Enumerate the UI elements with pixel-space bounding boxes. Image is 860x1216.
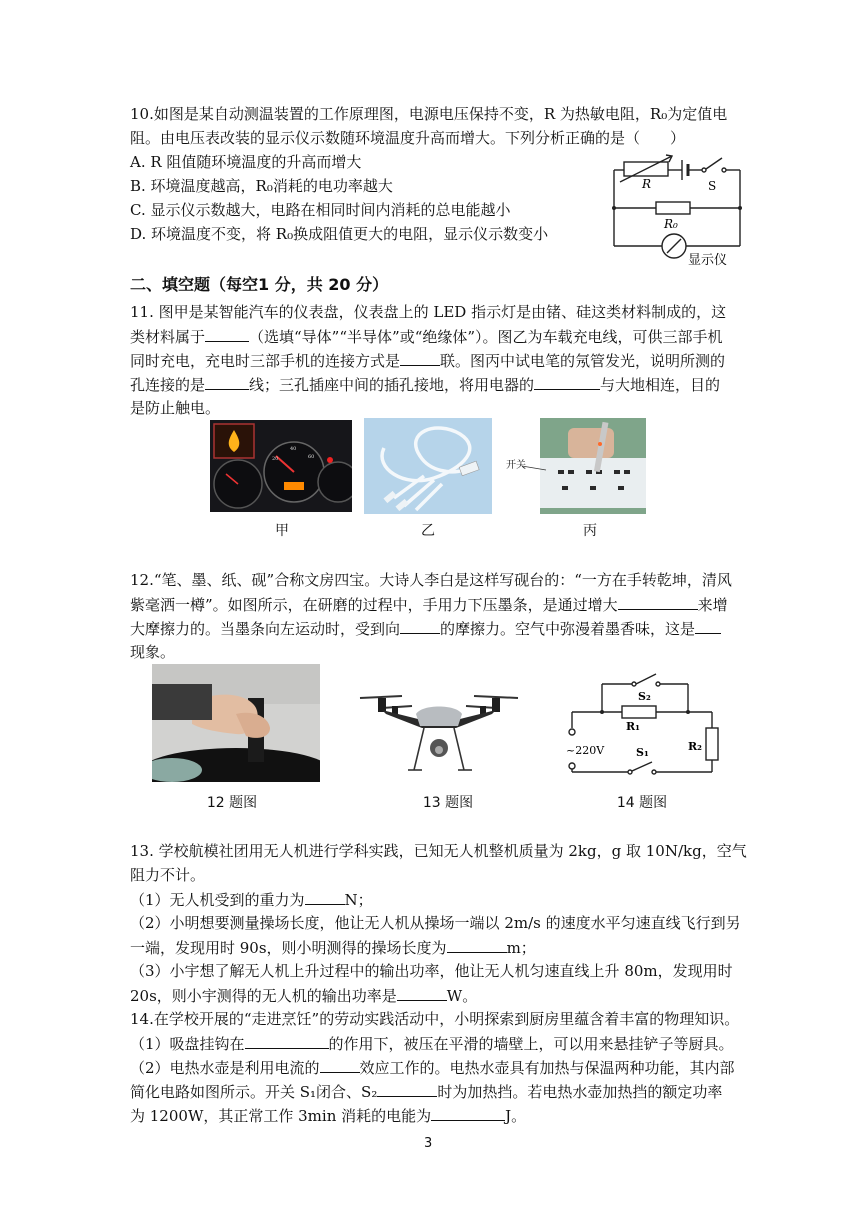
q11-text: 线；三孔插座中间的插孔接地，将用电器的	[249, 376, 535, 394]
svg-text:40: 40	[290, 446, 297, 452]
label-r: R	[642, 177, 652, 191]
q14-part2-line2	[130, 1081, 722, 1102]
q14-line1: 14.在学校开展的“走进烹饪”的劳动实践活动中，小明探索到厨房里蕴含着丰富的物理知识。	[130, 1010, 740, 1028]
q12-line1: 12.“笔、墨、纸、砚”合称文房四宝。大诗人李白是这样写砚台的：“一方在手转乾坤，清风	[130, 571, 732, 589]
q14-text: （1）吸盘挂钩在	[130, 1035, 245, 1053]
q10-option-c: C. 显示仪示数越大，电路在相同时间内消耗的总电能越小	[130, 201, 511, 219]
q11-line3	[130, 350, 725, 371]
q12-blank-2[interactable]	[400, 618, 440, 634]
q12-line2	[130, 594, 728, 615]
label-voltage: ~220V	[566, 744, 605, 757]
q13-part2-line1: （2）小明想要测量操场长度，他让无人机从操场一端以 2m/s 的速度水平匀速直线飞行到另	[130, 914, 741, 932]
q14-blank-2[interactable]	[320, 1057, 360, 1073]
label-meter: 显示仪	[688, 253, 728, 268]
q14-blank-3[interactable]	[377, 1081, 437, 1097]
q14-text: （2）电热水壶是利用电流的	[130, 1059, 320, 1077]
q13-blank-2[interactable]	[447, 937, 507, 953]
q13-part1	[130, 889, 373, 910]
charging-cable-photo	[364, 418, 492, 514]
label-r0: R₀	[664, 217, 678, 231]
q13-part2-line2	[130, 937, 536, 958]
q13-blank-1[interactable]	[305, 889, 345, 905]
q13-part3-line2	[130, 985, 477, 1006]
caption-bing: 丙	[583, 523, 597, 539]
q11-blank-4[interactable]	[534, 374, 600, 390]
label-s2: S₂	[638, 690, 651, 703]
q14-part2-line3	[130, 1105, 526, 1126]
q14-part2-line1	[130, 1057, 735, 1078]
q13-text: m；	[506, 939, 536, 957]
q14-text: J。	[505, 1107, 527, 1125]
label-r1: R₁	[626, 720, 640, 733]
q12-line4: 现象。	[130, 643, 176, 661]
q11-text: （选填“导体”“半导体”或“绝缘体”）。图乙为车载充电线，可供三部手机	[249, 328, 723, 346]
q11-text: 与大地相连，目的	[600, 376, 721, 394]
q12-line3	[130, 618, 721, 639]
q11-blank-2[interactable]	[400, 350, 440, 366]
q13-line2: 阻力不计。	[130, 866, 206, 884]
label-r2: R₂	[688, 740, 702, 753]
q11-blank-3[interactable]	[205, 374, 249, 390]
q12-text: 的摩擦力。空气中弥漫着墨香味，这是	[440, 620, 696, 638]
svg-text:20: 20	[272, 456, 279, 462]
drone-photo	[352, 684, 526, 782]
q14-text: 简化电路如图所示。开关 S₁闭合、S₂	[130, 1083, 378, 1101]
q10-option-b: B. 环境温度越高，R₀消耗的电功率越大	[130, 177, 393, 195]
label-s1: S₁	[636, 746, 649, 759]
q12-text: 大摩擦力的。当墨条向左运动时，受到向	[130, 620, 401, 638]
q11-line5: 是防止触电。	[130, 399, 221, 417]
caption-14: 14 题图	[616, 795, 668, 811]
q11-line1: 11. 图甲是某智能汽车的仪表盘，仪表盘上的 LED 指示灯是由锗、硅这类材料制成的，这	[130, 303, 727, 321]
q10-stem-line1: 10.如图是某自动测温装置的工作原理图，电源电压保持不变，R 为热敏电阻，R₀为定值电	[130, 105, 728, 123]
q13-blank-3[interactable]	[397, 985, 447, 1001]
q13-text: （1）无人机受到的重力为	[130, 891, 305, 909]
q13-part3-line1: （3）小宇想了解无人机上升过程中的输出功率，他让无人机匀速直线上升 80m，发现用时	[130, 962, 733, 980]
label-s: S	[708, 179, 717, 193]
q11-blank-1[interactable]	[205, 326, 249, 342]
caption-yi: 乙	[421, 523, 435, 539]
q12-blank-1[interactable]	[618, 594, 698, 610]
q13-text: N；	[344, 891, 373, 909]
q10-stem-line2: 阻。由电压表改装的显示仪示数随环境温度升高而增大。下列分析正确的是（ ）	[130, 129, 686, 147]
svg-text:60: 60	[308, 454, 315, 460]
q11-line4	[130, 374, 720, 395]
q14-blank-1[interactable]	[245, 1033, 329, 1049]
q14-text: 时为加热挡。若电热水壶加热挡的额定功率	[437, 1083, 723, 1101]
q14-circuit-diagram	[562, 672, 732, 784]
q13-text: 20s，则小宇测得的无人机的输出功率是	[130, 987, 397, 1005]
caption-jia: 甲	[275, 523, 289, 539]
q11-text: 类材料属于	[130, 328, 206, 346]
switch-label: 开关	[506, 460, 526, 471]
q12-text: 紫毫洒一樽”。如图所示，在研磨的过程中，手用力下压墨条，是通过增大	[130, 596, 618, 614]
q10-circuit-diagram	[604, 150, 756, 268]
q14-blank-4[interactable]	[431, 1105, 505, 1121]
q11-text: 孔连接的是	[130, 376, 206, 394]
q13-text: 一端，发现用时 90s，则小明测得的操场长度为	[130, 939, 447, 957]
q10-option-d: D. 环境温度不变，将 R₀换成阻值更大的电阻，显示仪示数变小	[130, 225, 549, 243]
caption-13: 13 题图	[422, 795, 474, 811]
q14-text: 效应工作的。电热水壶具有加热与保温两种功能，其内部	[359, 1059, 735, 1077]
dashboard-photo	[210, 420, 352, 512]
q11-text: 联。图丙中试电笔的氖管发光，说明所测的	[440, 352, 726, 370]
q12-text: 来增	[697, 596, 728, 614]
q14-text: 的作用下，被压在平滑的墙壁上，可以用来悬挂铲子等厨具。	[328, 1035, 734, 1053]
q11-text: 同时充电，充电时三部手机的连接方式是	[130, 352, 401, 370]
test-pen-photo	[506, 418, 646, 514]
q14-part1	[130, 1033, 734, 1054]
ink-grinding-photo	[152, 664, 320, 782]
q12-blank-3[interactable]	[695, 618, 721, 634]
caption-12: 12 题图	[206, 795, 258, 811]
section-heading: 二、填空题（每空1 分，共 20 分）	[130, 275, 389, 294]
q13-line1: 13. 学校航模社团用无人机进行学科实践，已知无人机整机质量为 2kg，g 取 10N/kg，空气	[130, 842, 747, 860]
q14-text: 为 1200W，其正常工作 3min 消耗的电能为	[130, 1107, 432, 1125]
q13-text: W。	[446, 987, 478, 1005]
q10-option-a: A. R 阻值随环境温度的升高而增大	[130, 153, 362, 171]
page-number: 3	[424, 1136, 433, 1151]
q11-line2	[130, 326, 723, 347]
